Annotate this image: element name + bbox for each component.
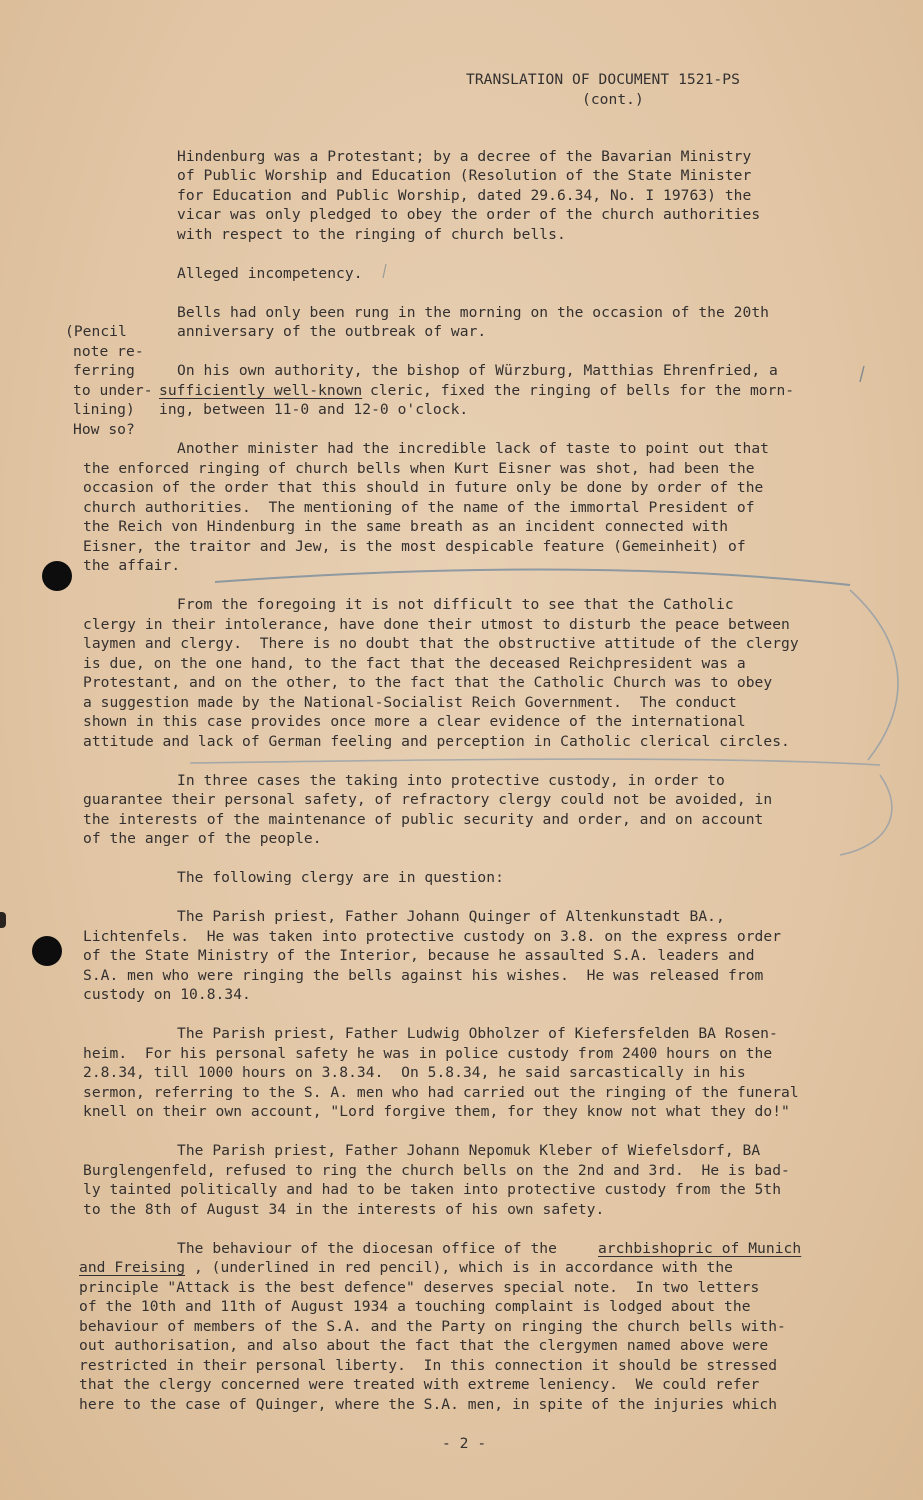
margin-note-3: ferring [73,362,135,379]
p12-line-7: restricted in their personal liberty. In this connection it should be stressed [79,1357,778,1374]
margin-note-5: lining) [73,401,135,418]
margin-note-2: note re- [73,343,144,360]
margin-note-1: (Pencil [65,323,127,340]
p12-underlined-freising: and Freising [79,1259,186,1276]
page-number: - 2 - [442,1435,487,1452]
p11-line-2: Burglengenfeld, refused to ring the church bells on the 2nd and 3rd. He is bad- [83,1162,790,1179]
p12-line-2-rest: , (underlined in red pencil), which is in accordance with the [194,1259,734,1276]
p10-line-3: 2.8.34, till 1000 hours on 3.8.34. On 5.8.34, he said sarcastically in his [83,1064,746,1081]
p9-line-3: of the State Ministry of the Interior, because he assaulted S.A. leaders and [83,947,755,964]
p11-line-1: The Parish priest, Father Johann Nepomuk Kleber of Wiefelsdorf, BA [177,1142,761,1159]
p11-line-4: to the 8th of August 34 in the interests of his own safety. [83,1201,605,1218]
document-title: TRANSLATION OF DOCUMENT 1521-PS [466,71,740,88]
p5-line-4: church authorities. The mentioning of the name of the immortal President of [83,499,755,516]
p10-line-2: heim. For his personal safety he was in police custody from 2400 hours on the [83,1045,773,1062]
p7-line-4: of the anger of the people. [83,830,322,847]
p5-line-1: Another minister had the incredible lack of taste to point out that [177,440,770,457]
p3-line-1: Bells had only been rung in the morning on the occasion of the 20th [177,304,770,321]
p6-line-8: attitude and lack of German feeling and perception in Catholic clerical circles. [83,733,790,750]
p9-line-1: The Parish priest, Father Johann Quinger of Altenkunstadt BA., [177,908,725,925]
p5-line-3: occasion of the order that this should in future only be done by order of the [83,479,764,496]
p12-line-4: of the 10th and 11th of August 1934 a touching complaint is lodged about the [79,1298,751,1315]
p10-line-1: The Parish priest, Father Ludwig Obholzer of Kiefersfelden BA Rosen- [177,1025,778,1042]
p12-line-3: principle "Attack is the best defence" deserves special note. In two letters [79,1279,760,1296]
p6-line-1: From the foregoing it is not difficult to see that the Catholic [177,596,734,613]
p3-line-2: anniversary of the outbreak of war. [177,323,487,340]
p7-line-1: In three cases the taking into protective custody, in order to [177,772,725,789]
p9-line-5: custody on 10.8.34. [83,986,251,1003]
p10-line-5: knell on their own account, "Lord forgive them, for they know not what they do!" [83,1103,790,1120]
p6-line-5: Protestant, and on the other, to the fact that the Catholic Church was to obey [83,674,773,691]
p7-line-3: the interests of the maintenance of public security and order, and on account [83,811,764,828]
margin-note-4: to under- [73,382,153,399]
p12-line-9: here to the case of Quinger, where the S.A. men, in spite of the injuries which [79,1396,778,1413]
p6-line-3: laymen and clergy. There is no doubt that the obstructive attitude of the clergy [83,635,799,652]
p6-line-2: clergy in their intolerance, have done their utmost to disturb the peace between [83,616,790,633]
p9-line-4: S.A. men who were ringing the bells against his wishes. He was released from [83,967,764,984]
p4-line-3: ing, between 11-0 and 12-0 o'clock. [159,401,469,418]
p4-underlined-phrase: sufficiently well-known [159,382,363,399]
p1-line-5: with respect to the ringing of church bells. [177,226,566,243]
margin-note-6: How so? [73,421,135,438]
p1-line-4: vicar was only pledged to obey the order of the church authorities [177,206,761,223]
p7-line-2: guarantee their personal safety, of refractory clergy could not be avoided, in [83,791,773,808]
p4-line-1: On his own authority, the bishop of Würzburg, Matthias Ehrenfried, a [177,362,778,379]
p10-line-4: sermon, referring to the S. A. men who had carried out the ringing of the funeral [83,1084,799,1101]
p12-line-8: that the clergy concerned were treated with extreme leniency. We could refer [79,1376,760,1393]
p5-line-2: the enforced ringing of church bells when Kurt Eisner was shot, had been the [83,460,755,477]
p12-underlined-archbishopric: archbishopric of Munich [598,1240,802,1257]
p9-line-2: Lichtenfels. He was taken into protective custody on 3.8. on the express order [83,928,782,945]
p11-line-3: ly tainted politically and had to be taken into protective custody from the 5th [83,1181,782,1198]
p4-line-2-rest: cleric, fixed the ringing of bells for the morn- [370,382,795,399]
p1-line-3: for Education and Public Worship, dated 29.6.34, No. I 19763) the [177,187,752,204]
p8-line-1: The following clergy are in question: [177,869,504,886]
p1-line-1: Hindenburg was a Protestant; by a decree of the Bavarian Ministry [177,148,752,165]
p12-line-5: behaviour of members of the S.A. and the Party on ringing the church bells with- [79,1318,786,1335]
p5-line-6: Eisner, the traitor and Jew, is the most despicable feature (Gemeinheit) of [83,538,746,555]
p12-line-1: The behaviour of the diocesan office of the [177,1240,557,1257]
p5-line-5: the Reich von Hindenburg in the same breath as an incident connected with [83,518,729,535]
p12-line-6: out authorisation, and also about the fact that the clergymen named above were [79,1337,769,1354]
document-subtitle: (cont.) [582,91,644,108]
p6-line-4: is due, on the one hand, to the fact that the deceased Reichpresident was a [83,655,746,672]
p2-line-1: Alleged incompetency. [177,265,363,282]
p1-line-2: of Public Worship and Education (Resolution of the State Minister [177,167,752,184]
p5-line-7: the affair. [83,557,181,574]
p6-line-6: a suggestion made by the National-Socialist Reich Government. The conduct [83,694,737,711]
p6-line-7: shown in this case provides once more a clear evidence of the international [83,713,746,730]
